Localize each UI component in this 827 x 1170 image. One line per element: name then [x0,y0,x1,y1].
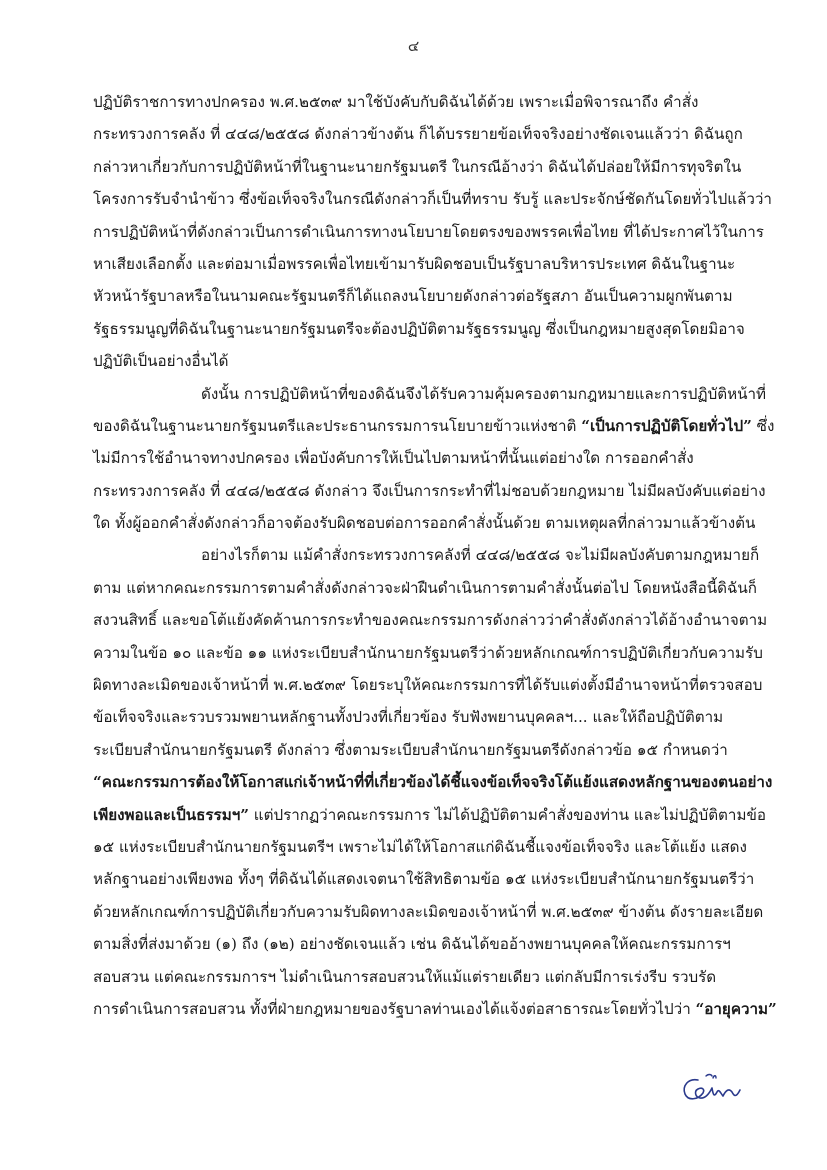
text-line: ตาม แต่หากคณะกรรมการตามคำสั่งดังกล่าวจะฝ่าฝืนดำเนินการตามคำสั่งนั้นต่อไป โดยหนังสือนี้ดิฉันก็ [93,578,757,597]
text-line: ใด ทั้งผู้ออกคำสั่งดังกล่าวก็อาจต้องรับผิดชอบต่อการออกคำสั่งนั้นด้วย ตามเหตุผลที่กล่าวมาแล้วข้างต้น [93,514,756,533]
text-fragment: ซึ่ง [751,416,775,435]
text-line: ตามสิ่งที่ส่งมาด้วย (๑) ถึง (๑๒) อย่างชัดเจนแล้ว เช่น ดิฉันได้ขออ้างพยานบุคคลให้คณะกรรมการฯ [93,935,731,954]
text-line: ๑๕ แห่งระเบียบสำนักนายกรัฐมนตรีฯ เพราะไม่ได้ให้โอกาสแก่ดิฉันชี้แจงข้อเท็จจริง และโต้แย้ง แสดง [93,837,747,856]
text-line: ข้อเท็จจริงและรวบรวมพยานหลักฐานทั้งปวงที่เกี่ยวข้อง รับฟังพยานบุคคลฯ... และให้ถือปฏิบัติตาม [93,708,724,727]
text-line: กล่าวหาเกี่ยวกับการปฏิบัติหน้าที่ในฐานะนายกรัฐมนตรี ในกรณีอ้างว่า ดิฉันได้ปล่อยให้มีการทุจริตใน [93,157,742,176]
signature-icon [676,1068,746,1108]
text-line: ความในข้อ ๑๐ และข้อ ๑๑ แห่งระเบียบสำนักนายกรัฐมนตรีว่าด้วยหลักเกณฑ์การปฏิบัติเกี่ยวกับความรับ [93,643,763,662]
text-line: รัฐธรรมนูญที่ดิฉันในฐานะนายกรัฐมนตรีจะต้องปฏิบัติตามรัฐธรรมนูญ ซึ่งเป็นกฎหมายสูงสุดโดยมิอาจ [93,319,745,338]
bold-phrase: เพียงพอและเป็นธรรมฯ” [93,805,249,824]
text-line: ไม่มีการใช้อำนาจทางปกครอง เพื่อบังคับการให้เป็นไปตามหน้าที่นั้นแต่อย่างใด การออกคำสั่ง [93,449,694,468]
text-line [93,993,777,1025]
text-line: ปฏิบัติเป็นอย่างอื่นได้ [93,352,229,371]
text-fragment: แต่ปรากฏว่าคณะกรรมการ ไม่ได้ปฏิบัติตามคำสั่งของท่าน และไม่ปฏิบัติตามข้อ [248,805,766,824]
text-line [93,799,766,831]
text-line [93,766,773,798]
text-line [93,410,775,442]
text-fragment: ของดิฉันในฐานะนายกรัฐมนตรีและประธานกรรมการนโยบายข้าวแห่งชาติ [93,416,582,435]
bold-phrase: “คณะกรรมการต้องให้โอกาสแก่เจ้าหน้าที่ที่เกี่ยวข้องได้ชี้แจงข้อเท็จจริงโต้แย้งแสดงหลักฐานของตนอย่าง [93,773,773,792]
text-line: ดังนั้น การปฏิบัติหน้าที่ของดิฉันจึงได้รับความคุ้มครองตามกฎหมายและการปฏิบัติหน้าที่ [201,384,767,403]
bold-phrase: “เป็นการปฏิบัติโดยทั่วไป” [581,416,752,435]
text-line: กระทรวงการคลัง ที่ ๔๔๘/๒๕๕๘ ดังกล่าว จึงเป็นการกระทำที่ไม่ชอบด้วยกฎหมาย ไม่มีผลบังคับแต่อย่าง [93,481,766,500]
text-fragment: การดำเนินการสอบสวน ทั้งที่ฝ่ายกฎหมายของรัฐบาลท่านเองได้แจ้งต่อสาธารณะโดยทั่วไปว่า [93,999,696,1018]
bold-phrase: “อายุความ” [695,999,777,1018]
text-line: การปฏิบัติหน้าที่ดังกล่าวเป็นการดำเนินการทางนโยบายโดยตรงของพรรคเพื่อไทย ที่ได้ประกาศไว้ในการ [93,222,764,241]
text-line: ปฏิบัติราชการทางปกครอง พ.ศ.๒๕๓๙ มาใช้บังคับกับดิฉันได้ด้วย เพราะเมื่อพิจารณาถึง คำสั่ง [93,93,699,111]
text-line: สงวนสิทธิ์ และขอโต้แย้งคัดค้านการกระทำของคณะกรรมการดังกล่าวว่าคำสั่งดังกล่าวได้อ้างอำนาจตาม [93,611,768,630]
text-line: หัวหน้ารัฐบาลหรือในนามคณะรัฐมนตรีก็ได้แถลงนโยบายดังกล่าวต่อรัฐสภา อันเป็นความผูกพันตาม [93,287,733,306]
text-line: หาเสียงเลือกตั้ง และต่อมาเมื่อพรรคเพื่อไทยเข้ามารับผิดชอบเป็นรัฐบาลบริหารประเทศ ดิฉันในฐานะ [93,254,736,273]
text-line: ผิดทางละเมิดของเจ้าหน้าที่ พ.ศ.๒๕๓๙ โดยระบุให้คณะกรรมการที่ได้รับแต่งตั้งมีอำนาจหน้าที่ตรวจสอบ [93,676,763,695]
text-line: สอบสวน แต่คณะกรรมการฯ ไม่ดำเนินการสอบสวนให้แม้แต่รายเดียว แต่กลับมีการเร่งรีบ รวบรัด [93,967,717,986]
text-line: กระทรวงการคลัง ที่ ๔๔๘/๒๕๕๘ ดังกล่าวข้างต้น ก็ได้บรรยายข้อเท็จจริงอย่างชัดเจนแล้วว่า ดิฉันถูก [93,125,743,144]
text-line: ระเบียบสำนักนายกรัฐมนตรี ดังกล่าว ซึ่งตามระเบียบสำนักนายกรัฐมนตรีดังกล่าวข้อ ๑๕ กำหนดว่า [93,740,728,759]
document-body [93,86,777,1025]
text-line: อย่างไรก็ตาม แม้คำสั่งกระทรวงการคลังที่ ๔๔๘/๒๕๕๘ จะไม่มีผลบังคับตามกฎหมายก็ [201,546,760,565]
page-number: ๔ [407,37,420,55]
text-line: โครงการรับจำนำข้าว ซึ่งข้อเท็จจริงในกรณีดังกล่าวก็เป็นที่ทราบ รับรู้ และประจักษ์ชัดกันโดยทั่วไปแล้วว่า [93,190,772,209]
text-line: หลักฐานอย่างเพียงพอ ทั้งๆ ที่ดิฉันได้แสดงเจตนาใช้สิทธิตามข้อ ๑๕ แห่งระเบียบสำนักนายกรัฐมนตรีว่า [93,870,755,889]
text-line: ด้วยหลักเกณฑ์การปฏิบัติเกี่ยวกับความรับผิดทางละเมิดของเจ้าหน้าที่ พ.ศ.๒๕๓๙ ข้างต้น ดังรายละเอียด [93,902,764,921]
